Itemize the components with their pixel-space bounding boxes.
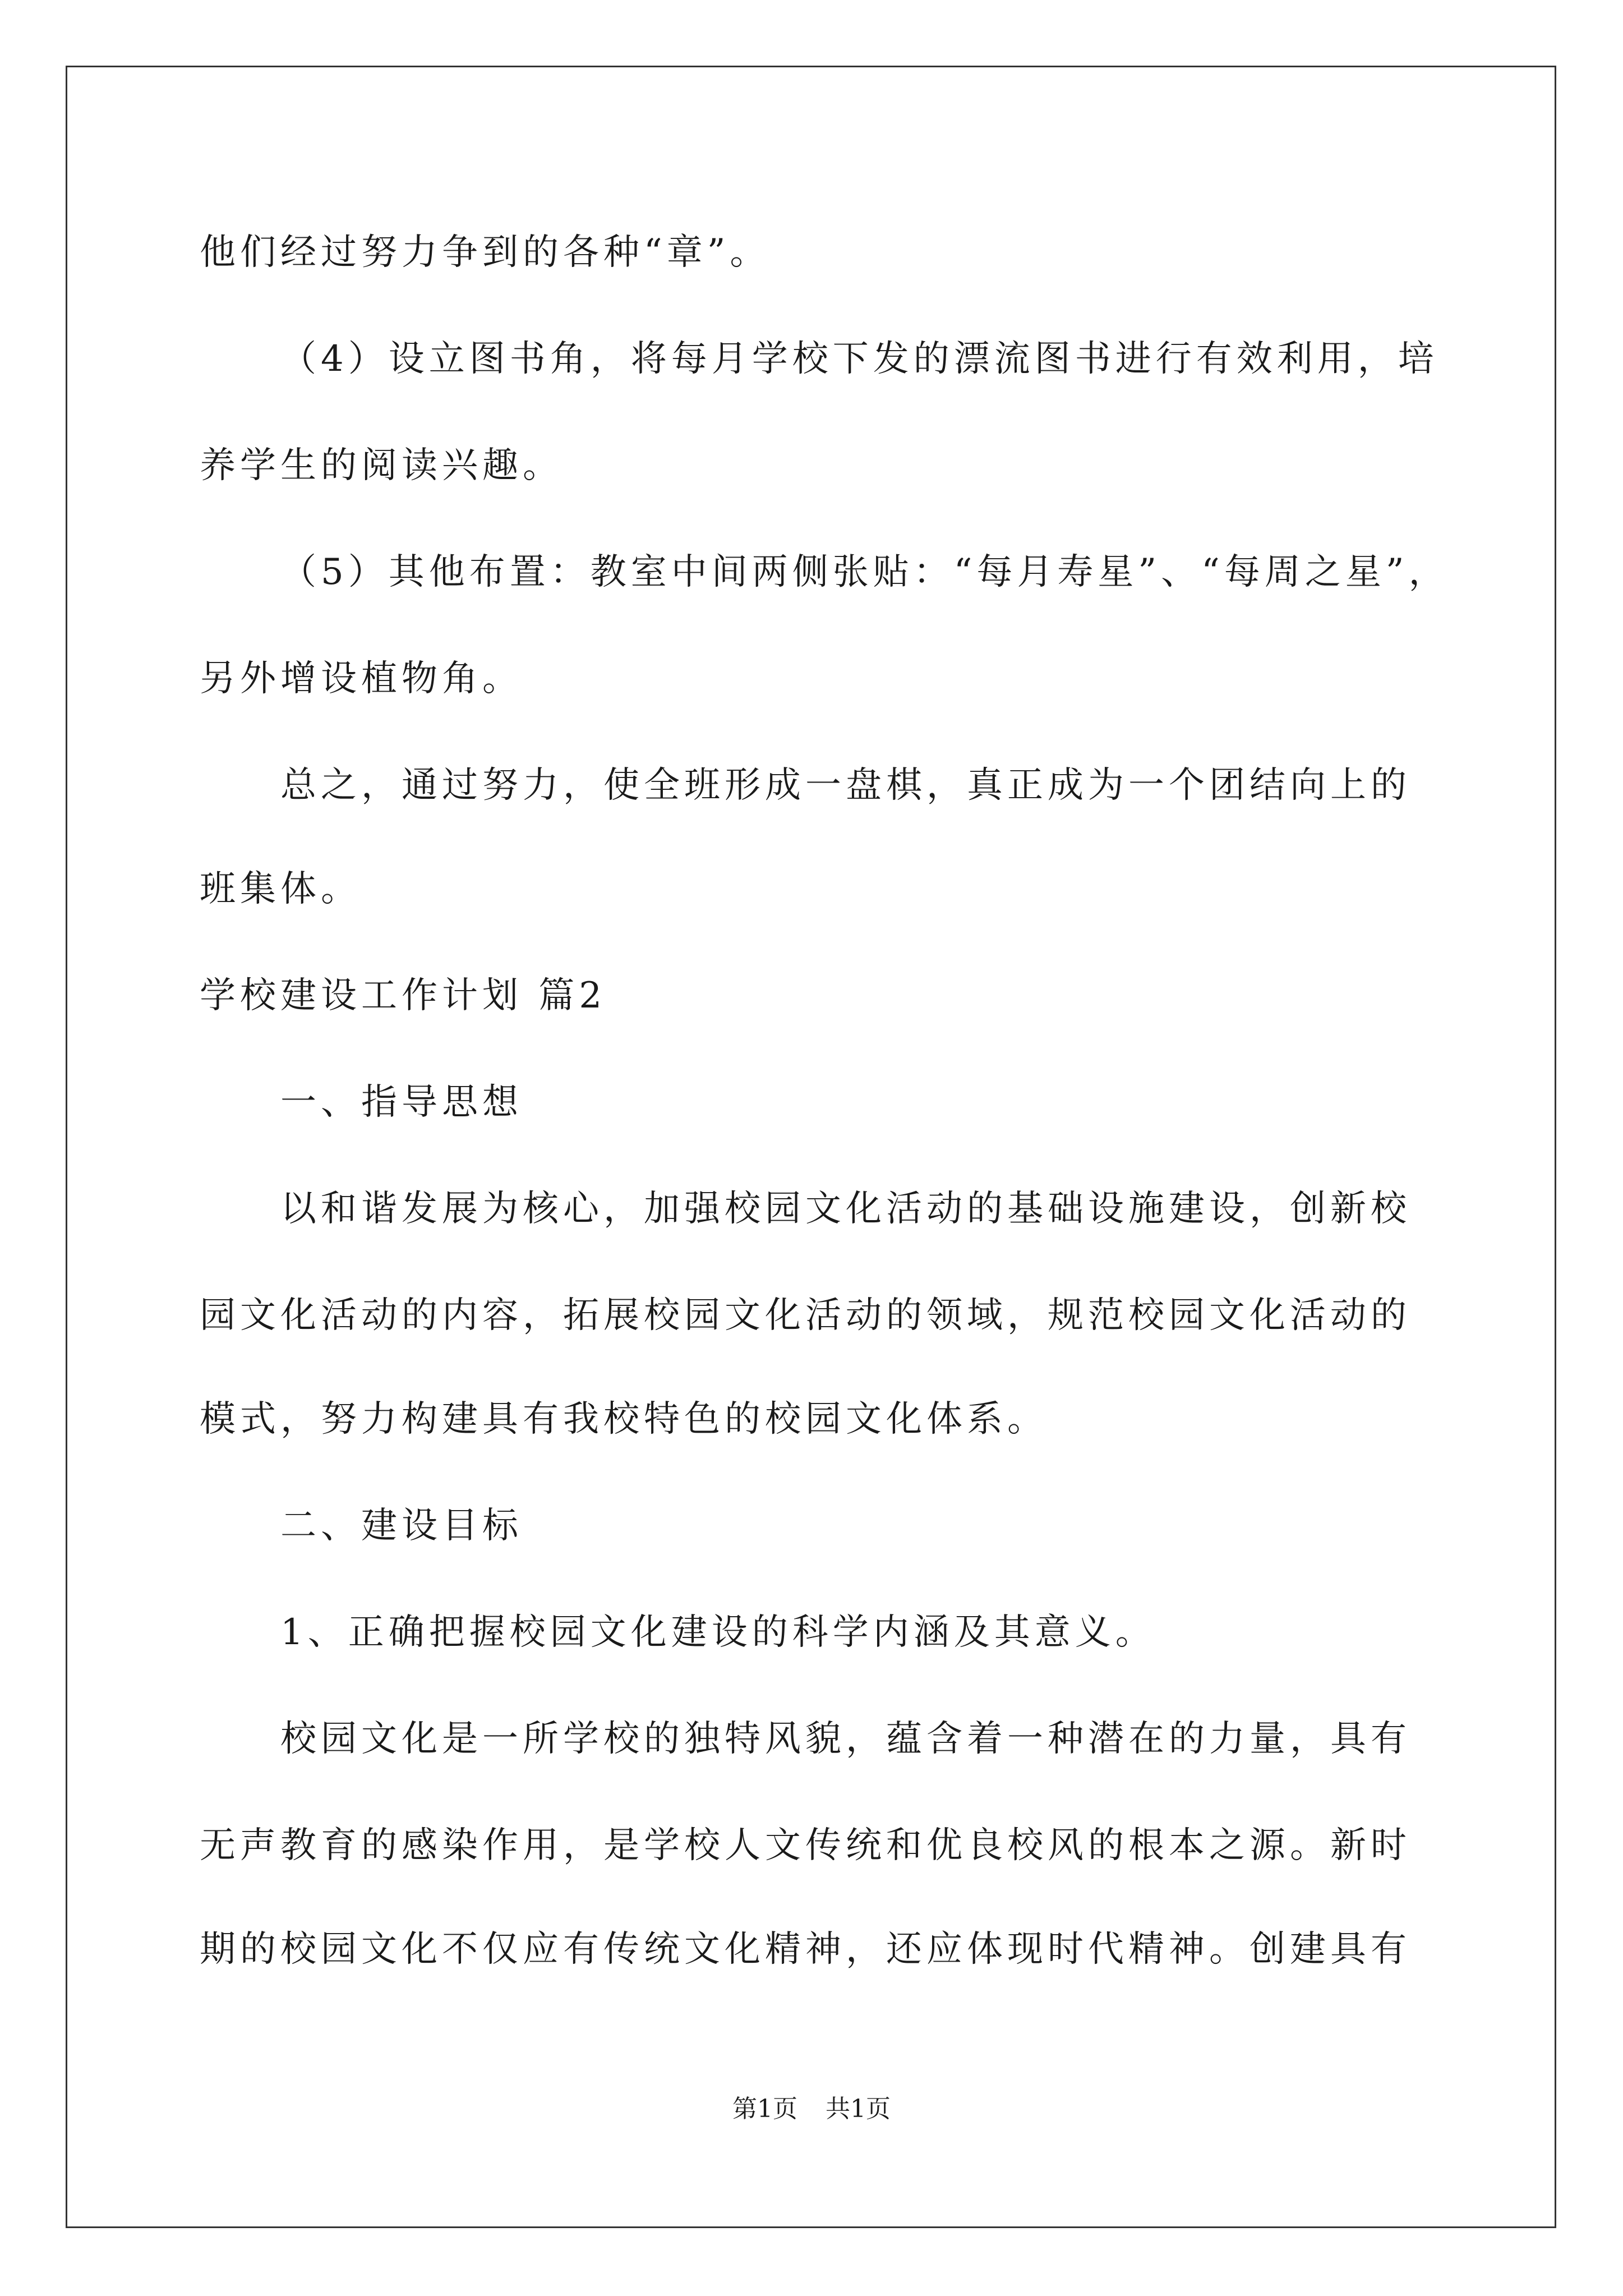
- body-line: 1、正确把握校园文化建设的科学内涵及其意义。: [280, 1612, 1156, 1653]
- page-border: [66, 66, 1556, 2228]
- body-line: （5）其他布置：教室中间两侧张贴：“每月寿星”、“每周之星”，: [280, 551, 1449, 593]
- body-line: 班集体。: [200, 868, 361, 910]
- body-line: 期的校园文化不仅应有传统文化精神，还应体现时代精神。创建具有: [200, 1929, 1411, 1970]
- body-line: 他们经过努力争到的各种“章”。: [200, 232, 771, 273]
- page-number: 第1页: [732, 2095, 797, 2123]
- body-line: 另外增设植物角。: [200, 658, 523, 700]
- subsection-heading: 一、指导思想: [280, 1082, 523, 1123]
- section-heading: 学校建设工作计划 篇2: [200, 975, 607, 1016]
- body-line: 校园文化是一所学校的独特风貌，蕴含着一种潜在的力量，具有: [280, 1718, 1411, 1760]
- page-total: 共1页: [826, 2095, 891, 2123]
- body-line: （4）设立图书角，将每月学校下发的漂流图书进行有效利用，培: [280, 338, 1438, 380]
- body-line: 总之，通过努力，使全班形成一盘棋，真正成为一个团结向上的: [280, 765, 1411, 806]
- body-line: 以和谐发展为核心，加强校园文化活动的基础设施建设，创新校: [280, 1188, 1411, 1230]
- body-line: 无声教育的感染作用，是学校人文传统和优良校风的根本之源。新时: [200, 1825, 1411, 1866]
- body-line: 园文化活动的内容，拓展校园文化活动的领域，规范校园文化活动的: [200, 1295, 1411, 1336]
- page-footer: [0, 2092, 1623, 2126]
- subsection-heading: 二、建设目标: [280, 1505, 523, 1547]
- body-line: 模式，努力构建具有我校特色的校园文化体系。: [200, 1398, 1048, 1440]
- body-line: 养学生的阅读兴趣。: [200, 445, 563, 486]
